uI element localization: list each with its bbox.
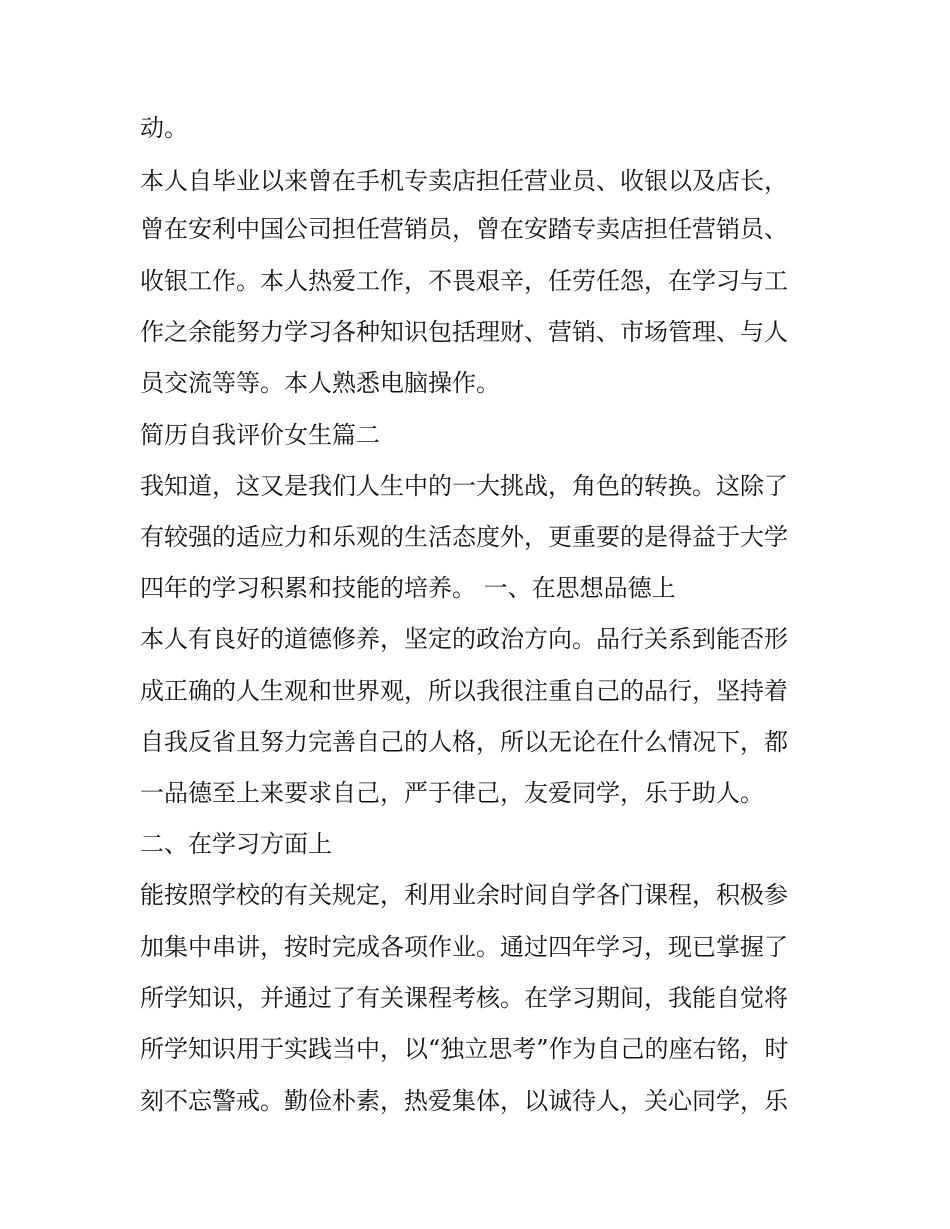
section-heading: 简历自我评价女生篇二	[140, 421, 380, 449]
text-line: 本人自毕业以来曾在手机专卖店担任营业员、收银以及店长，	[140, 167, 788, 195]
text-line: 曾在安利中国公司担任营销员，曾在安踏专卖店担任营销员、	[140, 215, 788, 243]
text-line: 动。	[140, 114, 188, 142]
text-line: 能按照学校的有关规定，利用业余时间自学各门课程，积极参	[140, 881, 788, 909]
text-line: 加集中串讲，按时完成各项作业。通过四年学习，现已掌握了	[140, 933, 788, 961]
text-line: 刻不忘警戒。勤俭朴素，热爱集体，以诚待人，关心同学，乐	[140, 1087, 788, 1115]
text-line: 所学知识，并通过了有关课程考核。在学习期间，我能自觉将	[140, 984, 788, 1012]
text-line: 收银工作。本人热爱工作，不畏艰辛，任劳任怨，在学习与工	[140, 267, 788, 295]
text-line: 四年的学习积累和技能的培养。 一、在思想品德上	[140, 574, 676, 602]
text-line: 所学知识用于实践当中，以“独立思考”作为自己的座右铭，时	[140, 1035, 789, 1063]
text-line: 我知道，这又是我们人生中的一大挑战，角色的转换。这除了	[140, 472, 788, 500]
text-line: 作之余能努力学习各种知识包括理财、营销、市场管理、与人	[140, 318, 788, 346]
text-line: 成正确的人生观和世界观，所以我很注重自己的品行，坚持着	[140, 677, 788, 705]
text-line: 有较强的适应力和乐观的生活态度外，更重要的是得益于大学	[140, 523, 788, 551]
text-line: 自我反省且努力完善自己的人格，所以无论在什么情况下，都	[140, 728, 788, 756]
text-line: 一品德至上来要求自己，严于律己，友爱同学，乐于助人。	[140, 779, 764, 807]
text-line: 员交流等等。本人熟悉电脑操作。	[140, 369, 500, 397]
subsection-heading: 二、在学习方面上	[140, 830, 332, 858]
text-line: 本人有良好的道德修养，坚定的政治方向。品行关系到能否形	[140, 625, 788, 653]
